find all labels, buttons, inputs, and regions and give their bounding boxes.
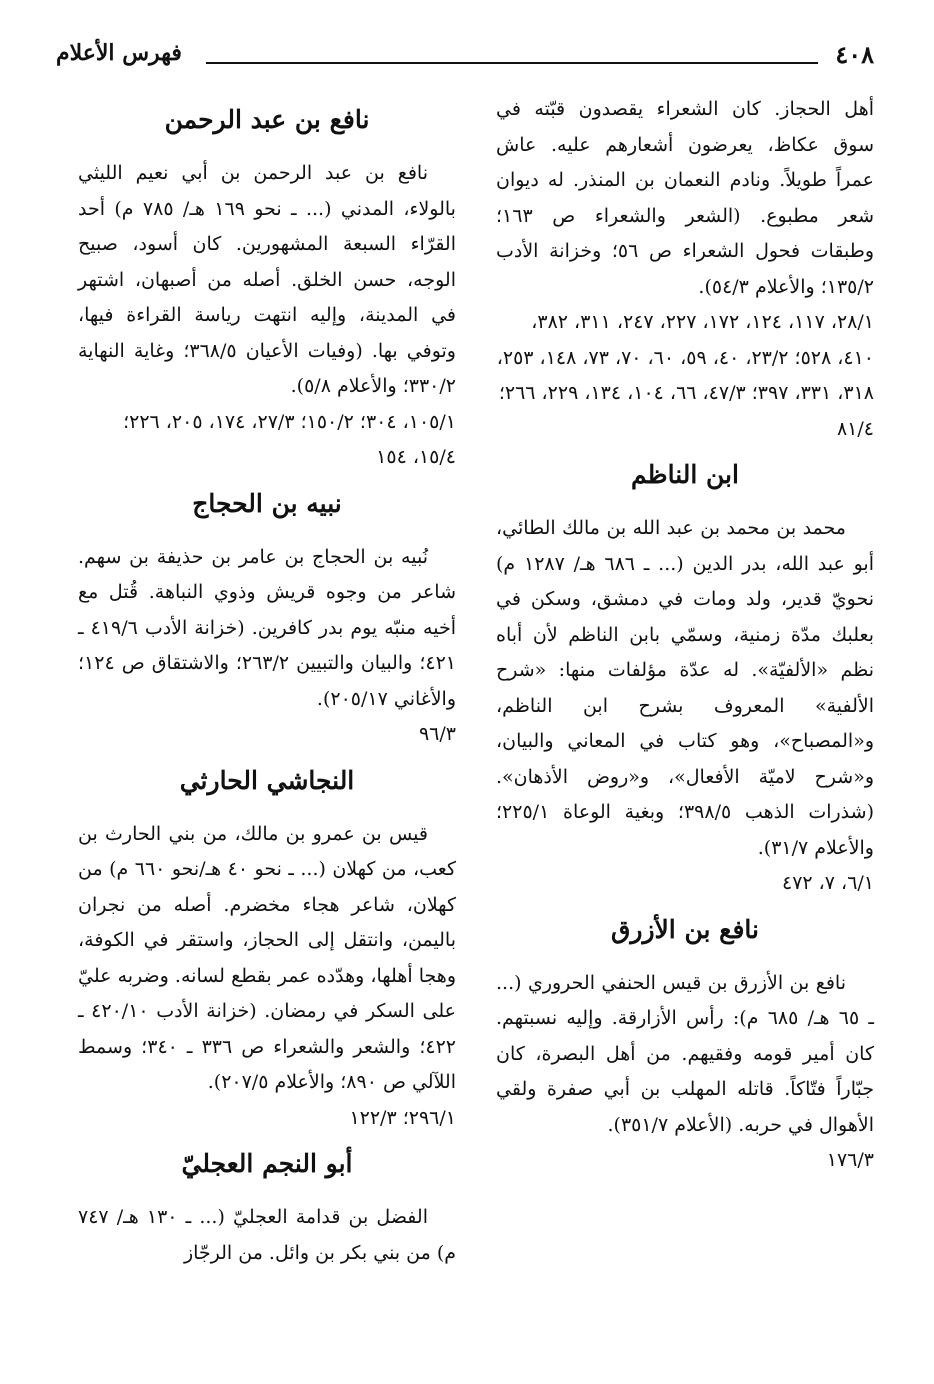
entry-text: قيس بن عمرو بن مالك، من بني الحارث بن كعب، من كهلان (... ـ نحو ٤٠ هـ/نحو ٦٦٠ م) من كهلان، شاعر هجاء مخضرم. أصله من نجران باليمن، وانتقل إلى الحجاز، واستقر في الكوفة، وهجا أهلها، وهدّده عمر بقطع لسانه. وضربه عليّ على السكر في رمضان. (خزانة الأدب ٤٢٠/١٠ ـ ٤٢٢؛ والشعر والشعراء ص ٣٣٦ ـ ٣٤٠؛ وسمط اللآلي ص ٨٩٠؛ والأعلام ٢٠٧/٥). (78, 822, 457, 1093)
entry-ibn-al-nazim (496, 453, 874, 902)
entry-text: محمد بن محمد بن عبد الله بن مالك الطائي، أبو عبد الله، بدر الدين (... ـ ٦٨٦ هـ/ ١٢٨٧ م) نحويّ قدير، ولد ومات في دمشق، وسكن في بعلبك مدّة زمنية، وسمّي بابن الناظم لأن أباه نظم «الألفيّة». له عدّة مؤلفات منها: «شرح الألفية» المعروف بشرح ابن الناظم، و«المصباح»، وهو كتاب في المعاني والبيان، و«شرح لاميّة الأفعال»، و«روض الأذهان». (شذرات الذهب ٣٩٨/٥؛ وبغية الوعاة ٢٢٥/١؛ والأعلام ٣١/٧). (496, 517, 874, 859)
entry-references: ١٧٦/٣ (826, 1149, 874, 1171)
entry-heading: نافع بن عبد الرحمن (164, 105, 370, 134)
page-number: ٤٠٨ (835, 40, 874, 69)
entry-text: الفضل بن قدامة العجليّ (... ـ ١٣٠ هـ/ ٧٤٧ م) من بني بكر بن وائل. من الرجّاز (78, 1206, 456, 1264)
entry-al-najashi-al-harithi (78, 759, 456, 1137)
header-rule (206, 62, 818, 64)
entry-references: ١٠٥/١، ٣٠٤؛ ١٥٠/٢؛ ٢٧/٣، ١٧٤، ٢٠٥، ٢٢٦؛ ١٥/٤، ١٥٤ (123, 410, 456, 468)
entry-text: نُبيه بن الحجاج بن عامر بن حذيفة بن سهم. شاعر من وجوه قريش وذوي النباهة. قُتل مع أخيه منبّه يوم بدر كافرين. (خزانة الأدب ٤١٩/٦ ـ ٤٢١؛ والبيان والتبيين ٢٦٣/٢؛ والاشتقاق ص ١٢٤؛ والأغاني ٢٠٥/١٧). (78, 545, 456, 710)
entry-heading: أبو النجم العجليّ (181, 1149, 353, 1178)
entry-heading: النجاشي الحارثي (179, 765, 355, 795)
entry-text: أهل الحجاز. كان الشعراء يقصدون قبّته في سوق عكاظ، يعرضون أشعارهم عليه. عاش عمراً طويلاً. ونادم النعمان بن المنذر. له ديوان شعر مطبوع. (الشعر والشعراء ص ١٦٣؛ وطبقات فحول الشعراء ص ٥٦؛ وخزانة الأدب ١٣٥/٢؛ والأعلام ٥٤/٣). (496, 98, 874, 298)
entry-nafi-ibn-al-azraq (496, 908, 874, 1179)
right-column (496, 92, 874, 1185)
entry-text: نافع بن الأزرق بن قيس الحنفي الحروري (... ـ ٦٥ هـ/ ٦٨٥ م): رأس الأزارقة. وإليه نسبتهم. كان أمير قومه وفقيهم. من أهل البصرة، كان جبّاراً فتّاكاً. قاتله المهلب بن أبي صفرة ولقي الأهوال في حربه. (الأعلام ٣٥١/٧). (496, 971, 874, 1136)
entry-heading: نبيه بن الحجاج (192, 488, 342, 518)
entry-heading: نافع بن الأزرق (611, 914, 759, 944)
entry-references: ٩٦/٣ (418, 723, 456, 745)
entry-heading: ابن الناظم (631, 460, 739, 489)
entry-abu-al-najm-al-ijli (78, 1142, 456, 1271)
left-column (78, 92, 456, 1277)
entry-text: نافع بن عبد الرحمن بن أبي نعيم الليثي بالولاء، المدني (... ـ نحو ١٦٩ هـ/ ٧٨٥ م) أحد القرّاء السبعة المشهورين. كان أسود، صبيح الوجه، حسن الخلق. أصله من أصبهان، اشتهر في المدينة، وإليه انتهت رياسة القراءة فيها، وتوفي بها. (وفيات الأعيان ٣٦٨/٥؛ وغاية النهاية ٣٣٠/٢؛ والأعلام ٥/٨). (78, 162, 456, 397)
entry-nafi-ibn-abd-al-rahman (78, 98, 456, 476)
entry-nubayh-ibn-al-hajjaj (78, 482, 456, 753)
running-title: فهرس الأعلام (56, 40, 182, 66)
entry-references: ٦/١، ٧، ٤٧٢ (782, 872, 874, 894)
entry-references: ٢٩٦/١؛ ١٢٢/٣ (349, 1106, 456, 1129)
continued-entry (496, 92, 874, 447)
entry-references: ٢٨/١، ١١٧، ١٢٤، ١٧٢، ٢٢٧، ٢٤٧، ٣١١، ٣٨٢، ٤١٠، ٥٢٨؛ ٢٣/٢، ٤٠، ٥٩، ٦٠، ٧٠، ٧٣، ١٤٨، ٢٥٣، ٣١٨، ٣٣١، ٣٩٧؛ ٤٧/٣، ٦٦، ١٠٤، ١٣٤، ٢٢٩، ٢٦٦؛ ٨١/٤ (496, 311, 874, 440)
page-header (56, 38, 874, 84)
